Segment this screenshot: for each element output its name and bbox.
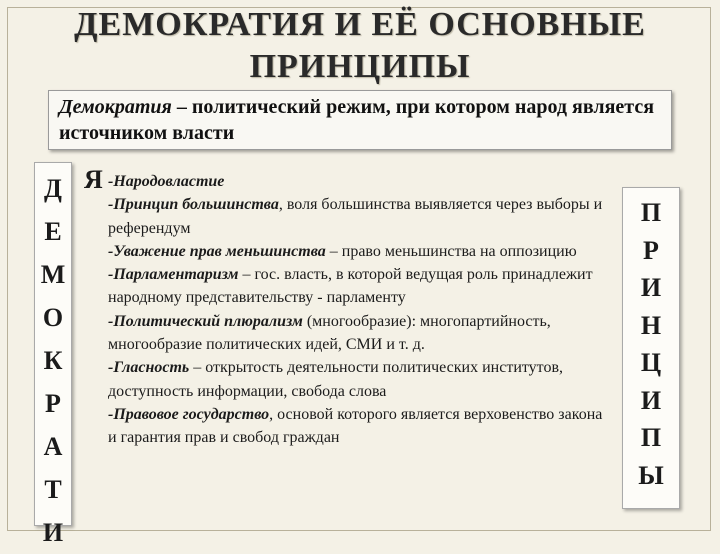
principle-item bbox=[108, 263, 608, 310]
principle-text: , воля большинства выявляется через выборы и референдум bbox=[108, 196, 603, 237]
letter: Е bbox=[44, 217, 62, 246]
definition-term: Демократия bbox=[59, 96, 172, 118]
letter: П bbox=[640, 423, 662, 452]
definition-box bbox=[48, 90, 672, 150]
principle-text: – право меньшинства на оппозицию bbox=[325, 242, 577, 260]
definition-text: – политический режим, при котором народ является источником власти bbox=[59, 96, 655, 144]
letter: Д bbox=[44, 174, 62, 203]
principle-text: (многообразие): многопартийность, многообразие политических идей, СМИ и т. д. bbox=[108, 312, 551, 354]
letter: Т bbox=[44, 475, 62, 504]
principle-term: -Гласность bbox=[108, 359, 190, 377]
principle-text: , основой которого является верховенство закона и гарантия прав и свобод граждан bbox=[108, 405, 603, 447]
principles-list bbox=[108, 170, 608, 450]
letter: П bbox=[640, 198, 662, 227]
letter: И bbox=[42, 518, 64, 547]
principle-term: -Уважение прав меньшинства bbox=[108, 242, 326, 260]
title-line-2: ПРИНЦИПЫ bbox=[249, 48, 471, 85]
letter: Н bbox=[640, 310, 662, 340]
letter: М bbox=[40, 260, 66, 289]
principle-item bbox=[108, 170, 608, 193]
letter: И bbox=[640, 273, 662, 302]
page-title bbox=[40, 4, 680, 88]
principle-term: -Правовое государство bbox=[108, 405, 270, 423]
principle-text: – открытость деятельности политических институтов, доступность информации, свобода слова bbox=[108, 359, 564, 400]
letter: О bbox=[42, 303, 64, 332]
principle-item bbox=[108, 403, 608, 450]
principle-item bbox=[108, 356, 608, 403]
vertical-word-democracy bbox=[34, 162, 72, 547]
principle-item bbox=[108, 193, 608, 240]
letter-ya: Я bbox=[84, 165, 103, 194]
principle-item bbox=[108, 240, 608, 263]
principle-text: – гос. власть, в которой ведущая роль принадлежит народному представительству - парламенту bbox=[108, 266, 593, 307]
title-line-1: ДЕМОКРАТИЯ И ЕЁ ОСНОВНЫЕ bbox=[74, 6, 646, 43]
principle-item bbox=[108, 310, 608, 357]
letter: Ы bbox=[638, 460, 664, 490]
letter: А bbox=[43, 432, 63, 461]
letter: Р bbox=[643, 235, 659, 265]
principle-term: -Политический плюрализм bbox=[108, 312, 303, 330]
vertical-word-principles bbox=[622, 187, 680, 509]
principle-term: -Парламентаризм bbox=[108, 266, 239, 284]
principle-term: -Народовластие bbox=[108, 173, 225, 190]
principle-term: -Принцип большинства bbox=[108, 196, 279, 214]
letter: Р bbox=[45, 389, 61, 418]
letter: Ц bbox=[640, 348, 662, 377]
letter: И bbox=[640, 385, 662, 415]
letter: К bbox=[43, 346, 63, 375]
